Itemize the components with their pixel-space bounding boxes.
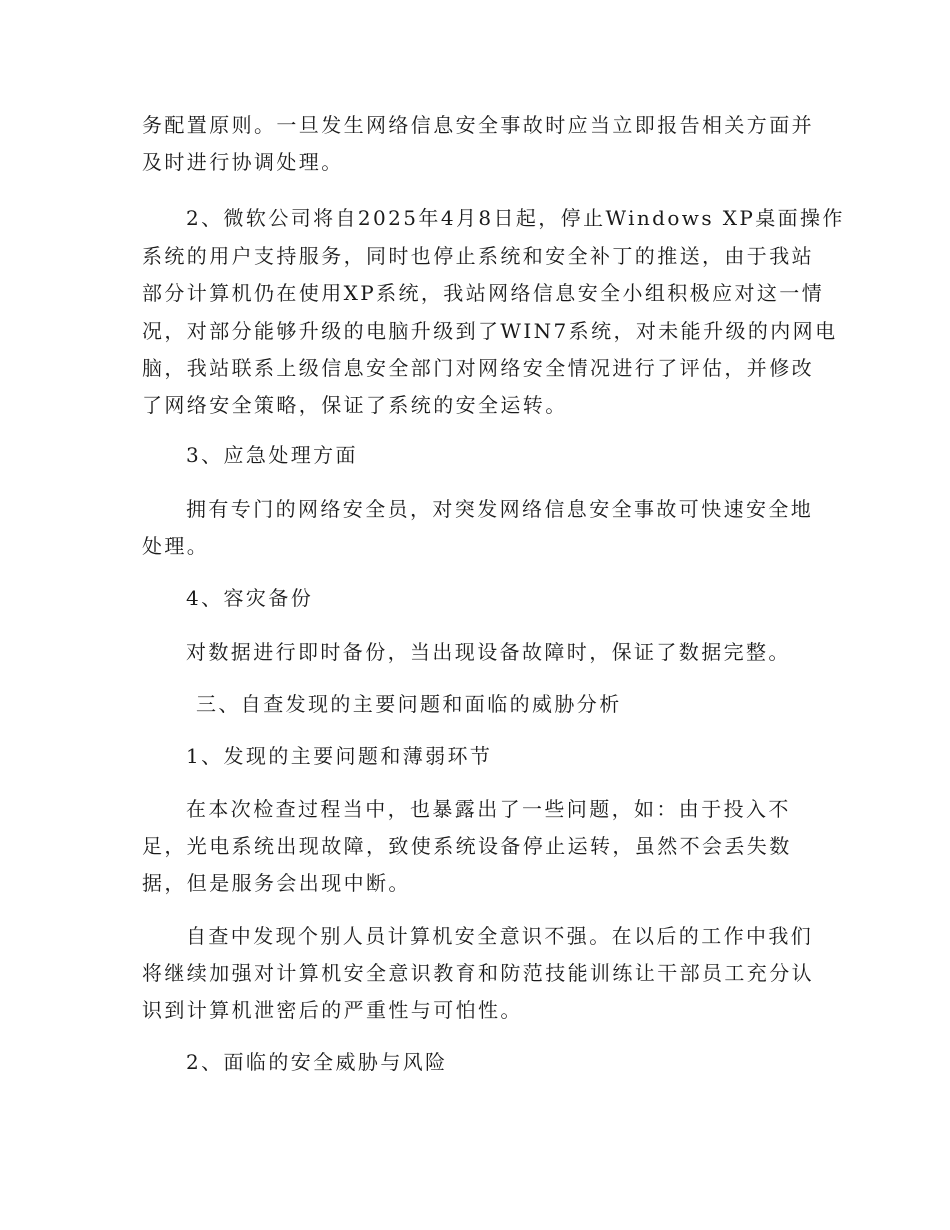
section-heading: 1、发现的主要问题和薄弱环节 — [186, 744, 493, 768]
text-line: 2、微软公司将自2025年4月8日起，停止Windows XP桌面操作 — [186, 206, 845, 230]
text-line: 自查中发现个别人员计算机安全意识不强。在以后的工作中我们 — [186, 924, 814, 948]
text-line: 况，对部分能够升级的电脑升级到了WIN7系统，对未能升级的内网电 — [142, 319, 838, 343]
text-line: 系统的用户支持服务，同时也停止系统和安全补丁的推送，由于我站 — [142, 244, 814, 268]
text-line: 部分计算机仍在使用XP系统，我站网络信息安全小组积极应对这一情 — [142, 281, 825, 305]
section-heading: 3、应急处理方面 — [186, 443, 358, 467]
text-line: 识到计算机泄密后的严重性与可怕性。 — [142, 998, 523, 1022]
text-line: 了网络安全策略，保证了系统的安全运转。 — [142, 393, 568, 417]
chapter-heading: 三、自查发现的主要问题和面临的威胁分析 — [196, 692, 622, 716]
text-line: 处理。 — [142, 534, 210, 558]
text-line: 脑，我站联系上级信息安全部门对网络安全情况进行了评估，并修改 — [142, 356, 814, 380]
text-line: 及时进行协调处理。 — [142, 150, 344, 174]
text-line: 拥有专门的网络安全员，对突发网络信息安全事故可快速安全地 — [186, 497, 814, 521]
text-line: 对数据进行即时备份，当出现设备故障时，保证了数据完整。 — [186, 640, 791, 664]
section-heading: 4、容灾备份 — [186, 586, 314, 610]
text-line: 足，光电系统出现故障，致使系统设备停止运转，虽然不会丢失数 — [142, 834, 792, 858]
text-line: 据，但是服务会出现中断。 — [142, 871, 411, 895]
text-line: 务配置原则。一旦发生网络信息安全事故时应当立即报告相关方面并 — [142, 113, 814, 137]
text-line: 在本次检查过程当中，也暴露出了一些问题，如：由于投入不 — [186, 797, 791, 821]
section-heading: 2、面临的安全威胁与风险 — [186, 1050, 448, 1074]
text-line: 将继续加强对计算机安全意识教育和防范技能训练让干部员工充分认 — [142, 961, 814, 985]
